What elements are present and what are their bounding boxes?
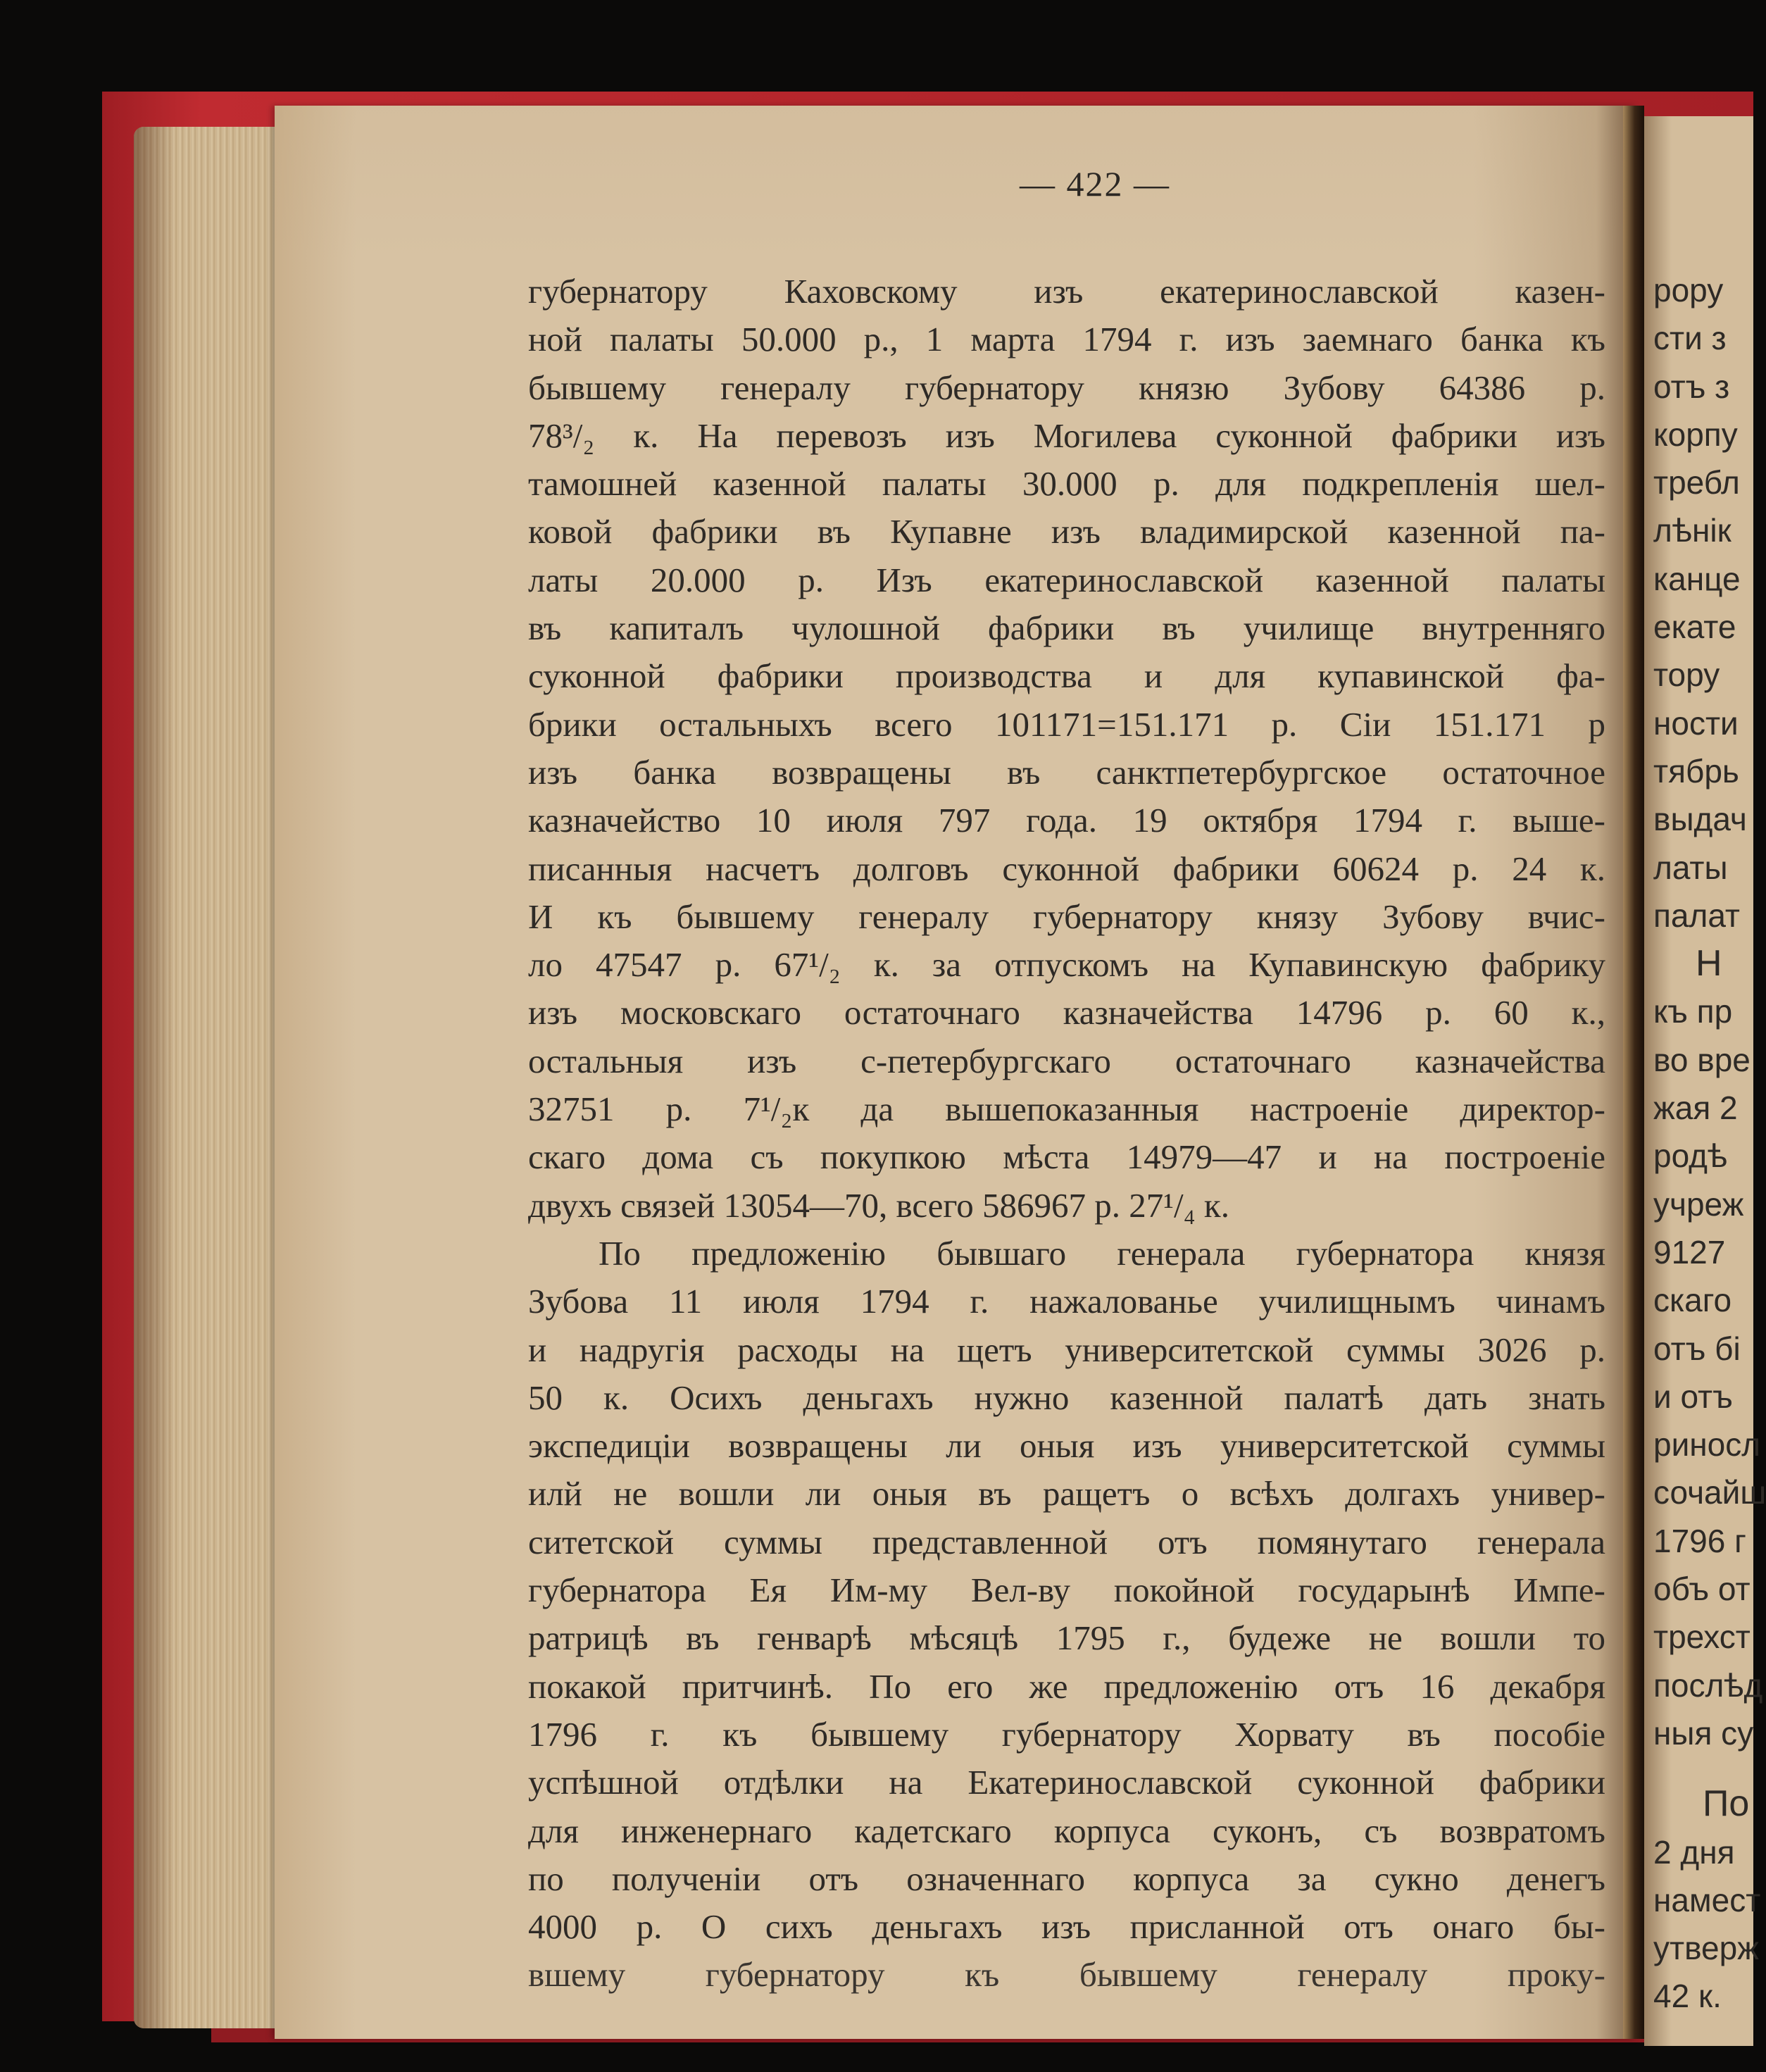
right-text-fragment: объ от — [1653, 1571, 1751, 1608]
right-text-fragment: требл — [1653, 464, 1740, 501]
text-line: 78³/₂ к. На перевозъ изъ Могилева суконной фабрики изъ — [528, 416, 1605, 455]
right-text-fragment: во вре — [1653, 1041, 1751, 1078]
text-line: латы 20.000 р. Изъ екатеринославской казенной палаты — [528, 560, 1605, 599]
right-text-fragment: отъ бі — [1653, 1330, 1741, 1367]
text-line: остальныя изъ с-петербургскаго остаточнаго казначейства — [528, 1041, 1605, 1080]
right-text-fragment: тябрь — [1653, 752, 1739, 790]
text-line: ковой фабрики въ Купавне изъ владимирской казенной па- — [528, 512, 1605, 551]
text-line: ной палаты 50.000 р., 1 марта 1794 г. изъ заемнаго банка къ — [528, 320, 1605, 359]
right-text-fragment: По — [1703, 1783, 1750, 1825]
text-line: экспедиціи возвращены ли оныя изъ университетской суммы — [528, 1426, 1605, 1466]
right-text-fragment: палат — [1653, 897, 1740, 934]
text-line: писанныя насчетъ долговъ суконной фабрики 60624 р. 24 к. — [528, 849, 1605, 888]
text-line: изъ банка возвращены въ санктпетербургское остаточное — [528, 752, 1605, 792]
text-line: И къ бывшему генералу губернатору князу Зубову вчис- — [528, 897, 1605, 936]
text-line: брики остальныхъ всего 101171=151.171 р. Сіи 151.171 р — [528, 704, 1605, 744]
text-line: въ капиталъ чулошной фабрики въ училище внутренняго — [528, 609, 1605, 648]
text-line: губернатора Ея Им-му Вел-ву покойной государынѣ Импе- — [528, 1571, 1605, 1610]
text-line: тамошней казенной палаты 30.000 р. для подкрепленія шел- — [528, 464, 1605, 504]
text-line: покакой притчинѣ. По его же предложенію отъ 16 декабря — [528, 1666, 1605, 1706]
right-text-fragment: латы — [1653, 849, 1728, 886]
right-text-fragment: лѣнік — [1653, 512, 1731, 549]
right-text-fragment: тору — [1653, 656, 1720, 694]
book-gutter — [1623, 106, 1644, 2039]
text-line: По предложенію бывшаго генерала губернатора князя — [599, 1233, 1605, 1273]
right-text-fragment: намест — [1653, 1881, 1761, 1918]
right-text-fragment: къ пр — [1653, 993, 1733, 1030]
right-text-fragment: сочайш — [1653, 1474, 1766, 1511]
right-text-fragment: отъ з — [1653, 368, 1730, 405]
right-text-fragment: ныя су — [1653, 1714, 1754, 1752]
text-line: казначейство 10 июля 797 года. 19 октября 1794 г. выше- — [528, 801, 1605, 840]
right-text-fragment: и отъ — [1653, 1378, 1733, 1415]
page-number: — 422 — — [1020, 164, 1170, 204]
right-text-fragment: жая 2 — [1653, 1090, 1738, 1127]
text-line: двухъ связей 13054—70, всего 586967 р. 27¹/₄ к. — [528, 1185, 1229, 1225]
text-line: вшему губернатору къ бывшему генералу проку- — [528, 1955, 1605, 1995]
right-text-fragment: корпу — [1653, 416, 1738, 453]
page-text — [528, 268, 1605, 1995]
text-line: изъ московскаго остаточнаго казначейства 14796 р. 60 к., — [528, 993, 1605, 1032]
text-line: по полученіи отъ означеннаго корпуса за сукно денегъ — [528, 1859, 1605, 1898]
right-text-fragment: скаго — [1653, 1282, 1732, 1319]
right-text-fragment: послѣд — [1653, 1666, 1763, 1704]
right-text-fragment: ности — [1653, 704, 1739, 742]
text-line: илй не вошли ли оныя въ ращетъ о всѣхъ долгахъ универ- — [528, 1474, 1605, 1514]
page-edges-shadow — [134, 127, 176, 2028]
text-line: 1796 г. къ бывшему губернатору Хорвату въ пособіе — [528, 1714, 1605, 1754]
text-line: ситетской суммы представленной отъ помянутаго генерала — [528, 1522, 1605, 1561]
right-text-fragment: риносл — [1653, 1426, 1761, 1463]
text-line: 4000 р. О сихъ деньгахъ изъ присланной отъ онаго бы- — [528, 1907, 1605, 1947]
text-line: Зубова 11 июля 1794 г. нажалованье училищнымъ чинамъ — [528, 1282, 1605, 1321]
right-text-fragment: утверж — [1653, 1930, 1759, 1967]
text-line: для инженернаго кадетскаго корпуса суконъ, съ возвратомъ — [528, 1811, 1605, 1850]
text-line: ло 47547 р. 67¹/₂ к. за отпускомъ на Купавинскую фабрику — [528, 945, 1605, 985]
right-page-text — [1653, 266, 1766, 2021]
text-line: губернатору Каховскому изъ екатеринославской казен- — [528, 272, 1605, 311]
right-text-fragment: 9127 — [1653, 1233, 1726, 1271]
right-text-fragment: 42 к. — [1653, 1978, 1722, 2015]
text-line: скаго дома съ покупкою мѣста 14979—47 и на построеніе — [528, 1137, 1605, 1177]
text-line: ратрицѣ въ генварѣ мѣсяцѣ 1795 г., будеже не вошли то — [528, 1618, 1605, 1658]
right-text-fragment: трехст — [1653, 1618, 1751, 1656]
right-text-fragment: выдач — [1653, 801, 1747, 838]
right-text-fragment: рору — [1653, 272, 1724, 308]
text-line: 32751 р. 7¹/₂к да вышепоказанныя настроеніе директор- — [528, 1090, 1605, 1129]
right-text-fragment: екате — [1653, 609, 1736, 646]
right-text-fragment: родѣ — [1653, 1137, 1728, 1175]
right-text-fragment: сти з — [1653, 320, 1727, 357]
right-text-fragment: учреж — [1653, 1185, 1744, 1223]
right-text-fragment: канце — [1653, 560, 1741, 597]
text-line: и надругія расходы на щетъ университетской суммы 3026 р. — [528, 1330, 1605, 1369]
right-text-fragment: Н — [1696, 943, 1722, 985]
text-line: успѣшной отдѣлки на Екатеринославской суконной фабрики — [528, 1763, 1605, 1802]
right-text-fragment: 1796 г — [1653, 1522, 1746, 1559]
text-line: суконной фабрики производства и для купавинской фа- — [528, 656, 1605, 696]
text-line: 50 к. Осихъ деньгахъ нужно казенной палатѣ дать знать — [528, 1378, 1605, 1417]
text-line: бывшему генералу губернатору князю Зубову 64386 р. — [528, 368, 1605, 407]
right-text-fragment: 2 дня — [1653, 1833, 1735, 1871]
paragraph-1 — [528, 268, 1605, 1230]
paragraph-2 — [528, 1230, 1605, 1995]
